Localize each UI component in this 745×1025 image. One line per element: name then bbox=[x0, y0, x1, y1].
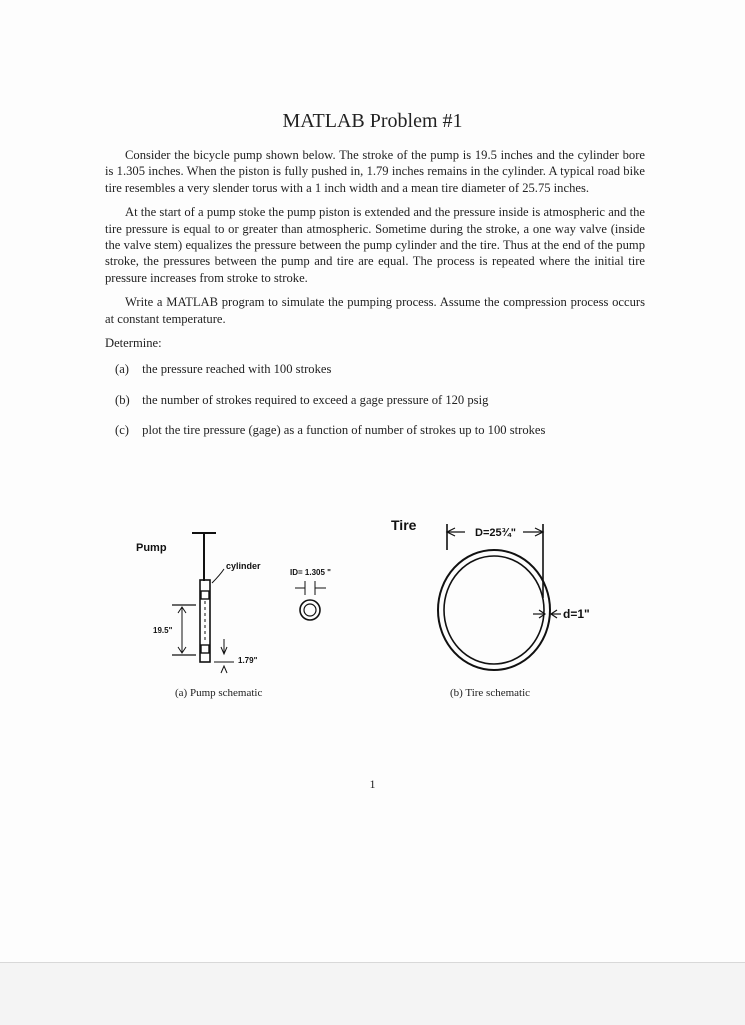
width-label: d=1" bbox=[563, 607, 590, 621]
question-item bbox=[115, 361, 645, 377]
stroke-label: 19.5" bbox=[153, 626, 173, 635]
tire-inner-circle bbox=[444, 556, 544, 664]
tire-label: Tire bbox=[391, 517, 417, 533]
question-list bbox=[105, 361, 645, 438]
question-label: (b) bbox=[115, 392, 130, 407]
bore-outer-circle bbox=[300, 600, 320, 620]
paragraph-1: Consider the bicycle pump shown below. The stroke of the pump is 19.5 inches and the cylinder bore is 1.305 inches. When the piston is fully pushed in, 1.79 inches remains in the cylinder. A typical road bike tire resembles a very slender torus with a 1 inch width and a mean tire diameter of 25.75 inches. bbox=[105, 148, 645, 195]
remaining-arrow-up bbox=[221, 666, 227, 673]
pump-piston-bottom bbox=[201, 645, 209, 653]
pump-schematic bbox=[130, 525, 370, 675]
diameter-label: D=25¾" bbox=[475, 527, 516, 539]
remaining-label: 1.79" bbox=[238, 656, 258, 665]
question-text: plot the tire pressure (gage) as a function of number of strokes up to 100 strokes bbox=[142, 423, 546, 438]
question-text: the pressure reached with 100 strokes bbox=[142, 362, 332, 377]
question-label: (c) bbox=[115, 423, 129, 438]
scan-edge bbox=[0, 962, 745, 1025]
pump-caption: (a) Pump schematic bbox=[175, 687, 263, 699]
problem-body bbox=[105, 147, 645, 453]
bore-inner-circle bbox=[304, 604, 316, 616]
pump-piston bbox=[201, 591, 209, 599]
page-number: 1 bbox=[369, 777, 376, 791]
question-label: (a) bbox=[115, 362, 129, 377]
cylinder-label: cylinder bbox=[226, 561, 261, 571]
pump-label: Pump bbox=[136, 542, 167, 554]
question-item bbox=[115, 392, 645, 408]
tire-caption: (b) Tire schematic bbox=[450, 687, 531, 699]
determine-label: Determine: bbox=[105, 336, 162, 351]
question-item bbox=[115, 422, 645, 438]
tire-outer-circle bbox=[438, 550, 550, 670]
tire-schematic bbox=[385, 510, 645, 680]
paragraph-2: At the start of a pump stoke the pump piston is extended and the pressure inside is atmospheric and the tire pressure is equal to or greater than atmospheric. Sometime during the stroke, a one way valve (inside the valve stem) equalizes the pressure between the pump cylinder and the tire. Thus at the end of the pump stroke, the pressures between the pump and tire are equal. The process is repeated where the initial tire pressure increases from stroke to stroke. bbox=[105, 205, 645, 285]
bore-label: ID= 1.305 " bbox=[290, 568, 331, 577]
page-title: MATLAB Problem #1 bbox=[282, 110, 463, 132]
paragraph-3: Write a MATLAB program to simulate the pumping process. Assume the compression process occurs at constant temperature. bbox=[105, 295, 645, 326]
cylinder-leader bbox=[212, 569, 224, 583]
question-text: the number of strokes required to exceed a gage pressure of 120 psig bbox=[142, 392, 489, 407]
